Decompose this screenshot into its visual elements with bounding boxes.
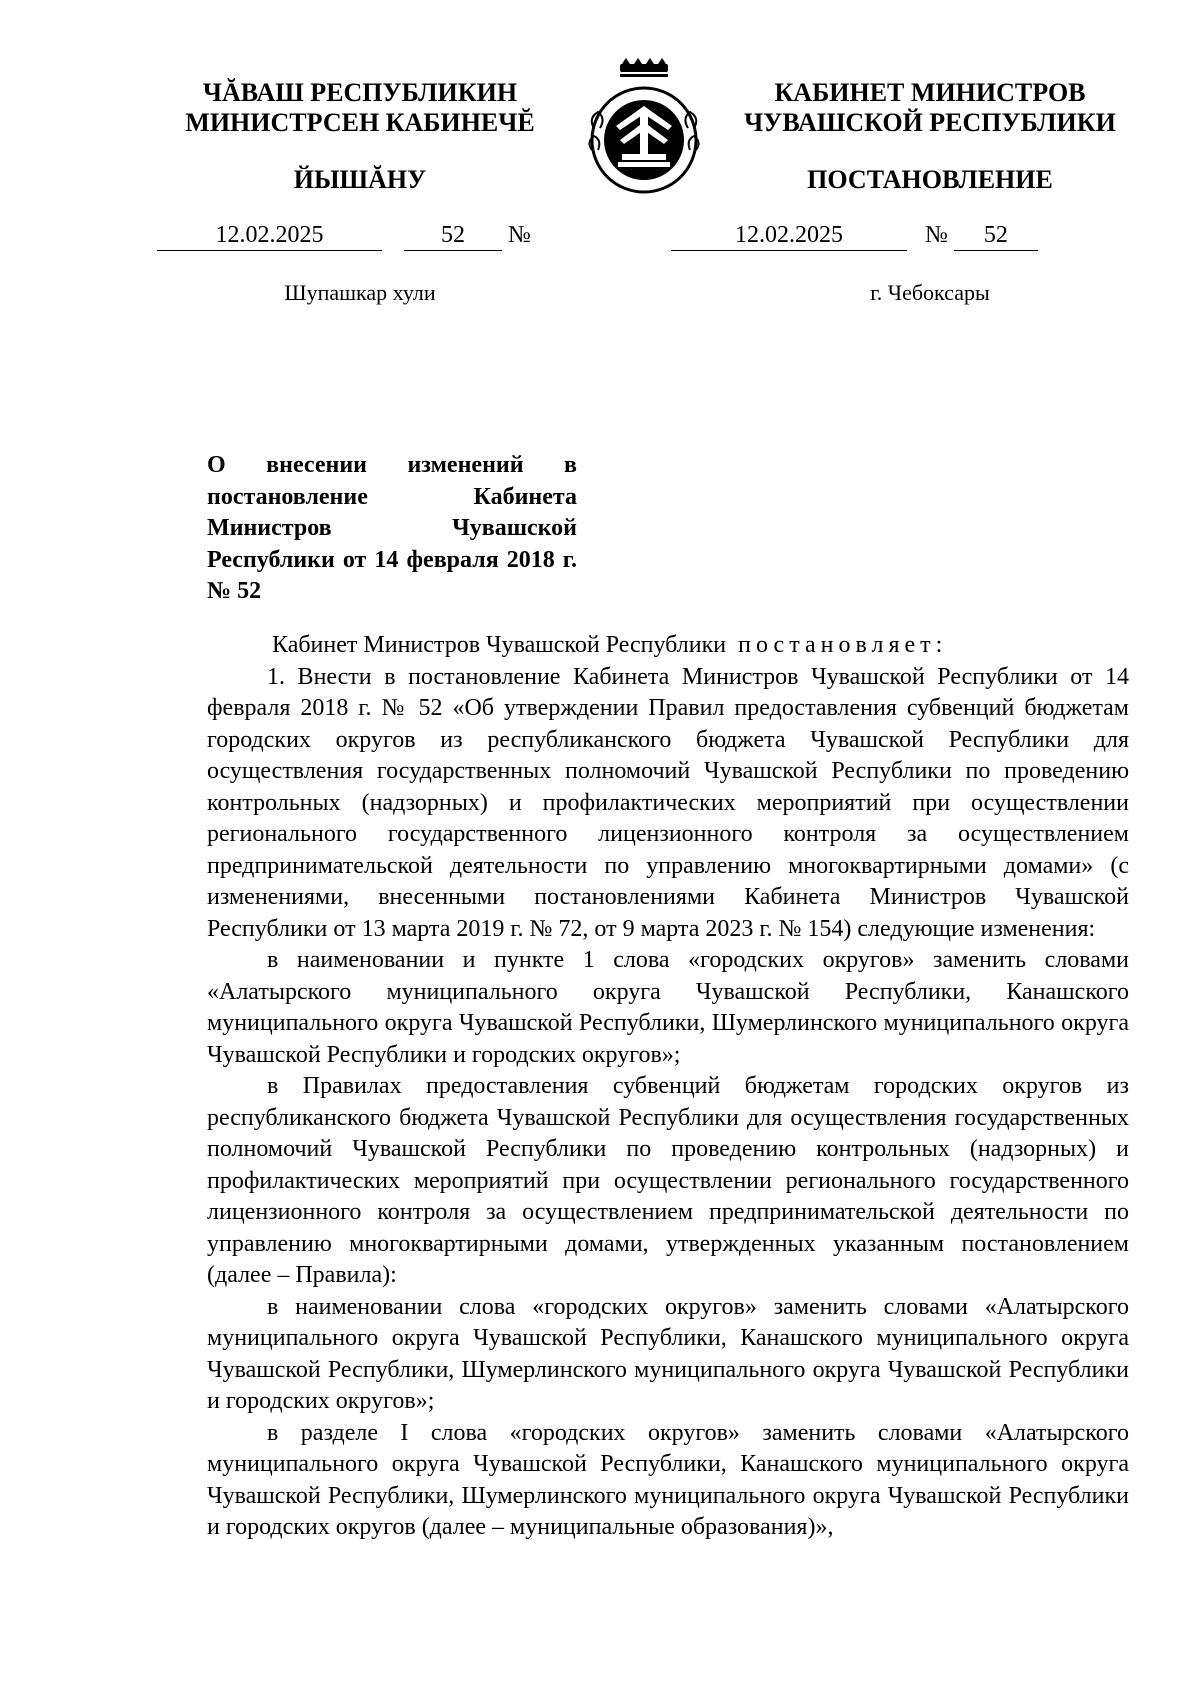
- intro-prefix: Кабинет Министров Чувашской Республики: [272, 632, 727, 658]
- intro-paragraph: [207, 630, 1129, 662]
- document-title: О внесении изменений в постановление Кабинета Министров Чувашской Республики от 14 февраля 2018 г. № 52: [207, 452, 577, 604]
- left-no-sign: №: [508, 222, 531, 248]
- body-paragraph: в наименовании слова «городских округов» заменить словами «Алатырского муниципального округа Чувашской Республики, Канашского муниципального округа Чувашской Республики, Шумерлинского муниципального округа Чувашской Республики и городских округов»;: [207, 1293, 1129, 1414]
- intro-verb: постановляет:: [738, 632, 948, 658]
- chuvash-coat-of-arms-icon: [576, 58, 712, 198]
- right-number-line: [671, 222, 1038, 252]
- header-left-line1: ЧĂВАШ РЕСПУБЛИКИН: [202, 78, 518, 107]
- header-left-doc-type: ЙЫШĂНУ: [293, 165, 427, 194]
- place-left: Шупашкар хули: [284, 280, 436, 305]
- header-left-line2: МИНИСТРСЕН КАБИНЕЧĔ: [185, 108, 535, 137]
- left-number-line: [157, 222, 531, 252]
- document-body: [207, 630, 1129, 1544]
- header-right-doc-type: ПОСТАНОВЛЕНИЕ: [807, 165, 1053, 194]
- body-paragraph: в наименовании и пункте 1 слова «городских округов» заменить словами «Алатырского муниципального округа Чувашской Республики, Канашского муниципального округа Чувашской Республики, Шумерлинского муниципального округа Чувашской Республики и городских округов»;: [207, 947, 1129, 1068]
- body-paragraph: в Правилах предоставления субвенций бюджетам городских округов из республиканского бюджета Чувашской Республики для осуществления государственных полномочий Чувашской Республики по проведению контрольных (надзорных) и профилактических мероприятий при осуществлении регионального государственного лицензионного контроля за осуществлением предпринимательской деятельности по управлению многоквартирными домами, утвержденных указанным постановлением (далее – Правила):: [207, 1073, 1129, 1288]
- header-right-line1: КАБИНЕТ МИНИСТРОВ: [774, 78, 1086, 107]
- body-paragraph: 1. Внести в постановление Кабинета Министров Чувашской Республики от 14 февраля 2018 г. № 52 «Об утверждении Правил предоставления субвенций бюджетам городских округов из республиканского бюджета Чувашской Республики для осуществления государственных полномочий Чувашской Республики по проведению контрольных (надзорных) и профилактических мероприятий при осуществлении регионального государственного лицензионного контроля за осуществлением предпринимательской деятельности по управлению многоквартирными домами» (с изменениями, внесенными постановлениями Кабинета Министров Чувашской Республики от 13 марта 2019 г. № 72, от 9 марта 2023 г. № 154) следующие изменения:: [207, 663, 1129, 942]
- header-right: [720, 78, 1140, 138]
- header-left: [150, 78, 570, 138]
- left-date: 12.02.2025: [157, 222, 382, 251]
- left-number: 52: [404, 222, 502, 251]
- right-number: 52: [954, 222, 1038, 251]
- place-right: г. Чебоксары: [870, 280, 990, 305]
- right-date: 12.02.2025: [671, 222, 907, 251]
- header-right-line2: ЧУВАШСКОЙ РЕСПУБЛИКИ: [744, 108, 1116, 137]
- right-no-sign: №: [925, 222, 948, 248]
- body-paragraph: в разделе I слова «городских округов» заменить словами «Алатырского муниципального округа Чувашской Республики, Канашского муниципального округа Чувашской Республики, Шумерлинского муниципального округа Чувашской Республики и городских округов (далее – муниципальные образования)»,: [207, 1419, 1129, 1540]
